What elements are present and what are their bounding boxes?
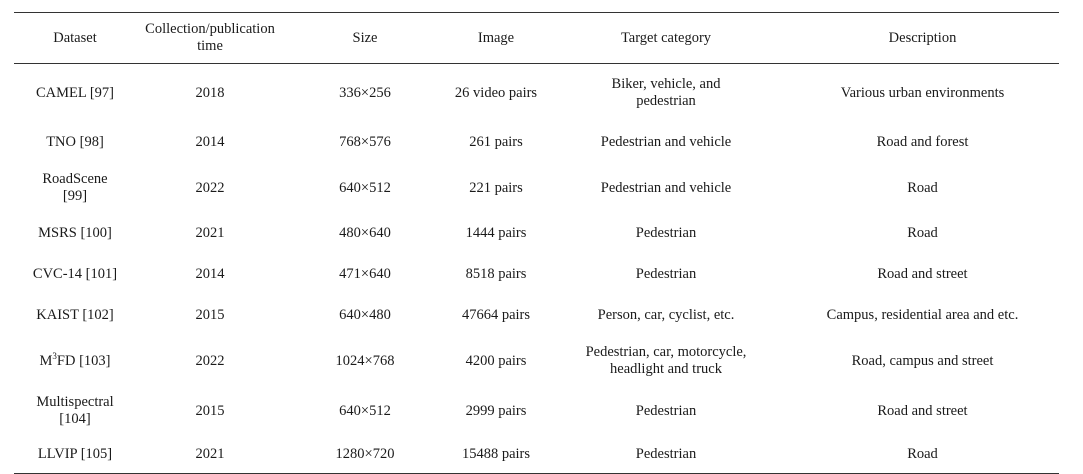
cell-dataset-pre: M [39, 352, 53, 369]
cell-size: 336×256 [339, 84, 391, 101]
cell-description: Road [907, 225, 938, 241]
header-row [14, 13, 1059, 64]
cell-size: 640×512 [339, 402, 391, 419]
cell-target: Pedestrian [635, 225, 697, 241]
cell-time: 2015 [195, 307, 225, 323]
cell-dataset [14, 336, 136, 386]
header-image: Image [477, 29, 515, 46]
cell-target: Pedestrian [635, 266, 697, 282]
cell-target: Pedestrian [635, 402, 697, 419]
table-header [14, 13, 1059, 64]
cell-target: Pedestrian and vehicle [600, 179, 732, 196]
dataset-table-container [14, 12, 1059, 474]
cell-target [546, 336, 786, 386]
cell-target: Pedestrian [635, 446, 697, 462]
cell-dataset: CVC-14 [101] [32, 266, 118, 282]
cell-size: 471×640 [339, 266, 391, 282]
cell-target [546, 64, 786, 123]
table-row [14, 213, 1059, 254]
cell-time: 2014 [195, 134, 225, 150]
cell-image: 261 pairs [469, 134, 523, 150]
cell-description: Road and forest [876, 134, 969, 150]
cell-time: 2022 [195, 179, 225, 196]
cell-target: Pedestrian and vehicle [600, 134, 732, 150]
table-row [14, 163, 1059, 213]
cell-target-line2: headlight and truck [610, 361, 722, 377]
cell-dataset: KAIST [102] [36, 307, 114, 323]
cell-target-line1: Biker, vehicle, and [611, 76, 721, 92]
table-row [14, 386, 1059, 436]
cell-description: Road and street [877, 266, 968, 282]
table-row [14, 122, 1059, 163]
cell-dataset: CAMEL [97] [36, 84, 114, 101]
cell-dataset: LLVIP [105] [37, 446, 113, 462]
cell-image: 8518 pairs [465, 266, 527, 282]
cell-size: 480×640 [339, 225, 391, 241]
cell-time: 2014 [195, 266, 225, 282]
cell-time: 2018 [195, 84, 225, 101]
cell-description: Road, campus and street [851, 352, 994, 369]
cell-image: 2999 pairs [465, 402, 527, 419]
cell-description: Campus, residential area and etc. [826, 307, 1019, 323]
cell-dataset-line1: Multispectral [36, 394, 114, 410]
header-description: Description [888, 29, 957, 46]
header-time [136, 13, 284, 64]
table-row [14, 64, 1059, 123]
cell-description: Road [907, 446, 938, 462]
cell-time: 2021 [195, 446, 225, 462]
cell-image: 4200 pairs [465, 352, 527, 369]
cell-dataset-line1: RoadScene [42, 171, 108, 187]
dataset-table [14, 12, 1059, 474]
cell-size: 640×480 [339, 307, 391, 323]
cell-target: Person, car, cyclist, etc. [597, 307, 735, 323]
cell-dataset-line2: [104] [59, 411, 91, 427]
cell-time: 2021 [195, 225, 225, 241]
cell-image: 221 pairs [469, 179, 523, 196]
cell-image: 26 video pairs [454, 84, 538, 101]
cell-time: 2022 [195, 352, 225, 369]
cell-target-line1: Pedestrian, car, motorcycle, [585, 344, 747, 360]
cell-description: Various urban environments [840, 84, 1005, 101]
header-target: Target category [620, 29, 712, 46]
cell-target-line2: pedestrian [636, 93, 696, 109]
cell-image: 1444 pairs [465, 225, 527, 241]
cell-size: 640×512 [339, 179, 391, 196]
cell-dataset [14, 386, 136, 436]
cell-description: Road and street [877, 402, 968, 419]
header-dataset: Dataset [53, 29, 97, 46]
table-body [14, 64, 1059, 474]
cell-dataset: MSRS [100] [38, 225, 112, 241]
header-time-line2: time [197, 38, 223, 54]
cell-dataset [14, 163, 136, 213]
cell-dataset-sup: 3 [52, 350, 57, 361]
table-row [14, 295, 1059, 336]
cell-image: 47664 pairs [461, 307, 531, 323]
cell-image: 15488 pairs [461, 446, 531, 462]
table-row [14, 336, 1059, 386]
cell-dataset: TNO [98] [46, 134, 104, 150]
cell-time: 2015 [195, 402, 225, 419]
cell-dataset-post: FD [103] [56, 352, 111, 369]
cell-size: 1024×768 [335, 352, 395, 369]
cell-size: 768×576 [339, 134, 391, 150]
table-row [14, 254, 1059, 295]
header-time-line1: Collection/publication [145, 21, 275, 37]
cell-description: Road [907, 179, 938, 196]
cell-size: 1280×720 [335, 446, 395, 462]
cell-dataset-line2: [99] [62, 188, 88, 204]
header-size: Size [352, 29, 378, 46]
